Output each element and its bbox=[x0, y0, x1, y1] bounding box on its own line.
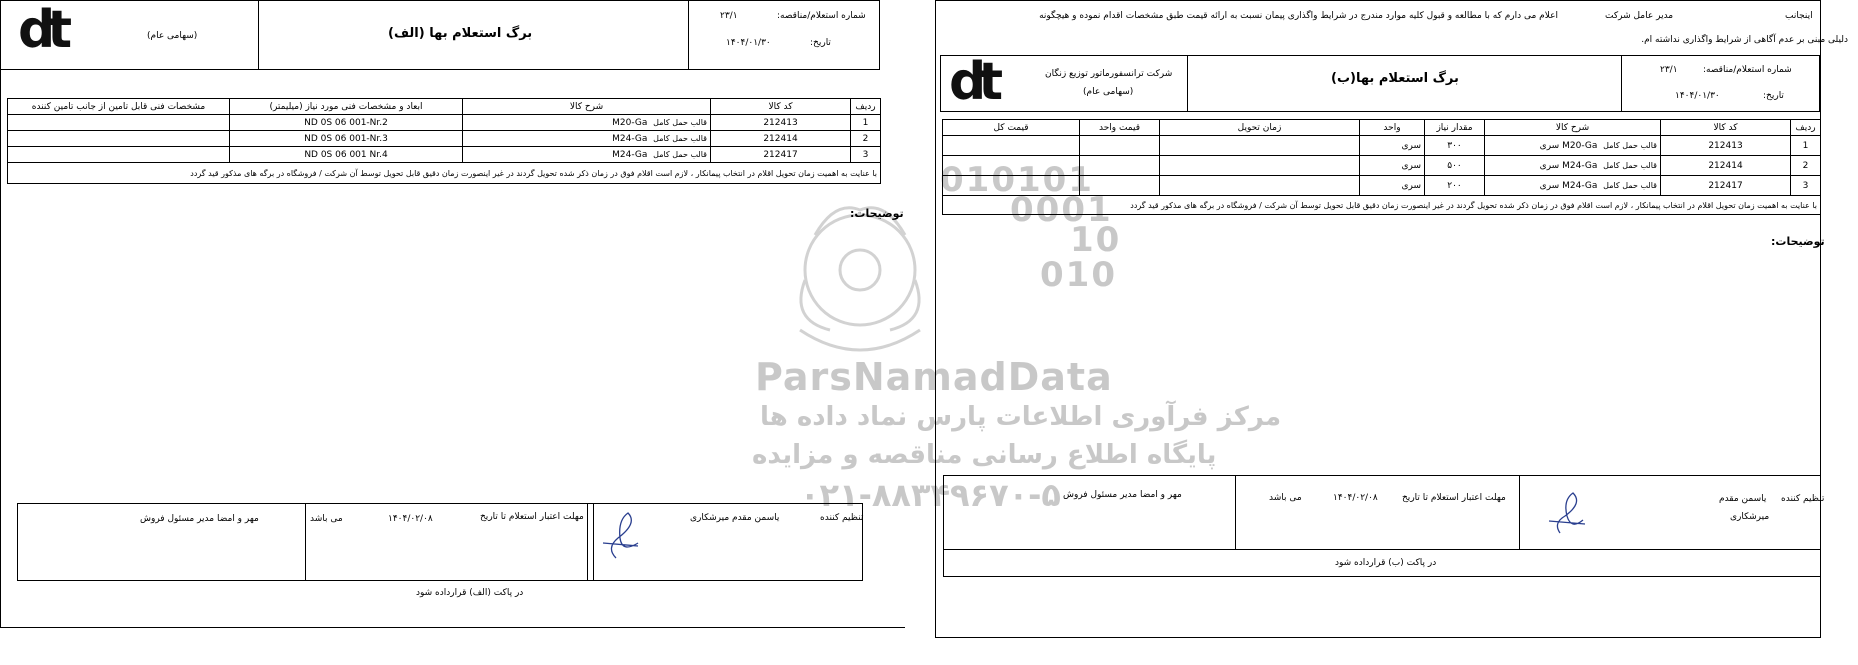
watermark-phone: ۰۲۱-۸۸۳۴۹۶۷۰-۵ bbox=[800, 476, 1061, 514]
form-b-header-divider-1 bbox=[1187, 55, 1188, 112]
intro-statement: اعلام می دارم که با مطالعه و قبول کلیه موارد مندرج در شرایط واگذاری پیمان نسبت به ارائه قیمت طبق مشخصات اقدام نموده و هیچگونه bbox=[1039, 11, 1558, 21]
signature-icon bbox=[598, 508, 643, 563]
table-row bbox=[943, 176, 1821, 196]
form-b-header-divider-2 bbox=[1621, 55, 1622, 112]
item-code: 212414 bbox=[711, 131, 851, 147]
sign-label: مهر و امضا مدیر مسئول فروش bbox=[140, 514, 259, 524]
table-row bbox=[8, 131, 881, 147]
intro-statement-2: دلیلی مبنی بر عدم آگاهی از شرایط واگذاری نداشته ام. bbox=[1641, 35, 1848, 45]
item-desc-text: قالب حمل کامل bbox=[653, 149, 707, 159]
date-label: تاریخ: bbox=[810, 38, 831, 48]
unit-price-cell[interactable] bbox=[1080, 176, 1160, 196]
item-model: M24-Ga bbox=[1562, 180, 1598, 191]
item-model: M24-Ga bbox=[612, 133, 648, 144]
item-model: M24-Ga bbox=[612, 149, 648, 160]
item-desc-text: قالب حمل کامل bbox=[1603, 140, 1657, 150]
table-note-row bbox=[8, 163, 881, 184]
item-desc bbox=[1485, 156, 1661, 176]
form-b bbox=[935, 0, 1858, 640]
row-no: 3 bbox=[851, 147, 881, 163]
validity-label: مهلت اعتبار استعلام تا تاریخ bbox=[480, 512, 584, 522]
is-label: می باشد bbox=[1269, 493, 1302, 503]
form-b-sig-divider-1 bbox=[1235, 475, 1236, 549]
delivery-note: با عنایت به اهمیت زمان تحویل اقلام در انتخاب پیمانکار ، لازم است اقلام فوق در زمان ذکر شده تحویل گردند در غیر اینصورت زمان دقیق قابل تحویل توسط آن شرکت / فروشگاه در برگه های مذکور قید گردد bbox=[943, 196, 1821, 215]
preparer-first: یاسمن مقدم bbox=[1719, 494, 1767, 504]
col-header-code: کد کالا bbox=[1661, 120, 1791, 136]
form-a-sig-divider-1 bbox=[305, 503, 306, 581]
item-code: 212414 bbox=[1661, 156, 1791, 176]
col-header-delivery: زمان تحویل bbox=[1160, 120, 1360, 136]
col-header-desc: شرح کالا bbox=[1485, 120, 1661, 136]
col-header-unit-price: قیمت واحد bbox=[1080, 120, 1160, 136]
delivery-cell[interactable] bbox=[1160, 176, 1360, 196]
row-no: 2 bbox=[851, 131, 881, 147]
row-no: 1 bbox=[851, 115, 881, 131]
item-desc bbox=[1485, 176, 1661, 196]
watermark-line-1: مرکز فرآوری اطلاعات پارس نماد داده ها bbox=[760, 402, 1282, 432]
item-unit-inline: سری bbox=[1539, 160, 1560, 171]
item-desc-text: قالب حمل کامل bbox=[653, 117, 707, 127]
preparer-label: تنظیم کننده bbox=[820, 513, 864, 523]
col-header-row-no: ردیف bbox=[851, 99, 881, 115]
item-qty: ۳۰۰ bbox=[1425, 136, 1485, 156]
item-unit-inline: سری bbox=[1539, 140, 1560, 151]
item-unit: سری bbox=[1360, 176, 1425, 196]
unit-price-cell[interactable] bbox=[1080, 156, 1160, 176]
row-no: 1 bbox=[1791, 136, 1821, 156]
item-spec: ND 0S 06 001 Nr.4 bbox=[230, 147, 463, 163]
total-price-cell[interactable] bbox=[943, 156, 1080, 176]
company-type: (سهامی عام) bbox=[147, 31, 198, 41]
item-desc-text: قالب حمل کامل bbox=[1603, 160, 1657, 170]
tender-no-label: شماره استعلام/مناقصه: bbox=[777, 11, 866, 21]
validity-label: مهلت اعتبار استعلام تا تاریخ bbox=[1402, 493, 1506, 503]
item-model: M20-Ga bbox=[1562, 140, 1598, 151]
row-no: 3 bbox=[1791, 176, 1821, 196]
date-label: تاریخ: bbox=[1763, 91, 1784, 101]
preparer-label: تنظیم کننده bbox=[1781, 494, 1825, 504]
company-name: شرکت ترانسفورماتور توزیع زنگان bbox=[1045, 69, 1173, 79]
signature-icon bbox=[1545, 488, 1590, 543]
watermark-binary-2: 0001 bbox=[1010, 190, 1113, 230]
validity-date: ۱۴۰۴/۰۲/۰۸ bbox=[388, 514, 433, 524]
table-row bbox=[8, 147, 881, 163]
watermark-brand: ParsNamadData bbox=[755, 355, 1113, 399]
tender-no-value: ۲۳/۱ bbox=[1660, 65, 1678, 75]
company-logo: dt bbox=[18, 0, 65, 60]
col-header-qty: مقدار نیاز bbox=[1425, 120, 1485, 136]
watermark-binary-1: 010101 bbox=[940, 160, 1094, 200]
tender-no-label: شماره استعلام/مناقصه: bbox=[1703, 65, 1792, 75]
preparer-last: میرشکاری bbox=[1730, 512, 1770, 522]
company-logo: dt bbox=[949, 52, 996, 112]
item-desc-text: قالب حمل کامل bbox=[1603, 180, 1657, 190]
supplier-spec-cell[interactable] bbox=[8, 115, 230, 131]
sign-label: مهر و امضا مدیر مسئول فروش bbox=[1063, 490, 1182, 500]
item-code: 212417 bbox=[711, 147, 851, 163]
date-value: ۱۴۰۴/۰۱/۳۰ bbox=[726, 38, 771, 48]
item-unit-inline: سری bbox=[1539, 180, 1560, 191]
form-a-footer: در پاکت (الف) قرارداده شود bbox=[416, 588, 524, 598]
delivery-cell[interactable] bbox=[1160, 136, 1360, 156]
col-header-spec: ابعاد و مشخصات فنی مورد نیاز (میلیمتر) bbox=[230, 99, 463, 115]
tender-no-value: ۲۳/۱ bbox=[720, 11, 738, 21]
supplier-spec-cell[interactable] bbox=[8, 147, 230, 163]
table-note-row bbox=[943, 196, 1821, 215]
item-desc bbox=[1485, 136, 1661, 156]
validity-date: ۱۴۰۴/۰۲/۰۸ bbox=[1333, 493, 1378, 503]
item-spec: ND 0S 06 001-Nr.3 bbox=[230, 131, 463, 147]
total-price-cell[interactable] bbox=[943, 136, 1080, 156]
form-a-title: برگ استعلام بها (الف) bbox=[388, 26, 533, 41]
form-b-sig-row-divider bbox=[943, 549, 1821, 550]
notes-label: توضیحات: bbox=[850, 207, 904, 220]
form-b-footer: در پاکت (ب) قرارداده شود bbox=[1335, 558, 1437, 568]
item-qty: ۵۰۰ bbox=[1425, 156, 1485, 176]
table-row bbox=[8, 115, 881, 131]
delivery-cell[interactable] bbox=[1160, 156, 1360, 176]
item-unit: سری bbox=[1360, 156, 1425, 176]
table-row bbox=[943, 136, 1821, 156]
item-spec: ND 0S 06 001-Nr.2 bbox=[230, 115, 463, 131]
col-header-unit: واحد bbox=[1360, 120, 1425, 136]
intro-applicant: اینجانب bbox=[1785, 11, 1813, 21]
form-a-left-border bbox=[0, 0, 1, 628]
date-value: ۱۴۰۴/۰۱/۳۰ bbox=[1675, 91, 1720, 101]
form-a-sig-divider-3 bbox=[593, 503, 594, 581]
delivery-note: با عنایت به اهمیت زمان تحویل اقلام در انتخاب پیمانکار ، لازم است اقلام فوق در زمان ذکر شده تحویل گردند در غیر اینصورت زمان دقیق قابل تحویل توسط آن شرکت / فروشگاه در برگه های مذکور قید گردد bbox=[8, 163, 881, 184]
item-desc bbox=[463, 115, 711, 131]
item-desc bbox=[463, 131, 711, 147]
item-desc bbox=[463, 147, 711, 163]
table-header-row bbox=[943, 120, 1821, 136]
intro-ceo: مدیر عامل شرکت bbox=[1605, 11, 1674, 21]
form-a bbox=[0, 0, 905, 630]
item-model: M20-Ga bbox=[612, 117, 648, 128]
form-a-bottom-border bbox=[0, 627, 905, 628]
company-type: (سهامی عام) bbox=[1083, 87, 1134, 97]
unit-price-cell[interactable] bbox=[1080, 136, 1160, 156]
form-b-title: برگ استعلام بها(ب) bbox=[1331, 71, 1459, 86]
item-desc-text: قالب حمل کامل bbox=[653, 133, 707, 143]
table-row bbox=[943, 156, 1821, 176]
is-label: می باشد bbox=[310, 514, 343, 524]
col-header-total-price: قیمت کل bbox=[943, 120, 1080, 136]
item-unit: سری bbox=[1360, 136, 1425, 156]
notes-label: توضیحات: bbox=[1771, 235, 1825, 248]
form-a-header-divider-2 bbox=[688, 0, 689, 70]
item-code: 212413 bbox=[1661, 136, 1791, 156]
form-a-header-divider-1 bbox=[258, 0, 259, 70]
col-header-code: کد کالا bbox=[711, 99, 851, 115]
item-model: M24-Ga bbox=[1562, 160, 1598, 171]
watermark-binary-3: 10 bbox=[1070, 220, 1122, 260]
form-b-sig-divider-2 bbox=[1519, 475, 1520, 549]
table-header-row bbox=[8, 99, 881, 115]
watermark-binary-4: 010 bbox=[1040, 255, 1117, 295]
supplier-spec-cell[interactable] bbox=[8, 131, 230, 147]
item-code: 212413 bbox=[711, 115, 851, 131]
watermark-line-2: پایگاه اطلاع رسانی مناقصه و مزایده bbox=[752, 440, 1217, 470]
col-header-row-no: ردیف bbox=[1791, 120, 1821, 136]
col-header-supplier-spec: مشخصات فنی قابل تامین از جانب تامین کننده bbox=[8, 99, 230, 115]
form-a-sig-divider-2 bbox=[587, 503, 588, 581]
col-header-desc: شرح کالا bbox=[463, 99, 711, 115]
total-price-cell[interactable] bbox=[943, 176, 1080, 196]
preparer-name: یاسمن مقدم میرشکاری bbox=[690, 513, 780, 523]
item-qty: ۲۰۰ bbox=[1425, 176, 1485, 196]
form-a-table bbox=[7, 98, 881, 184]
row-no: 2 bbox=[1791, 156, 1821, 176]
form-b-table bbox=[942, 119, 1821, 215]
item-code: 212417 bbox=[1661, 176, 1791, 196]
